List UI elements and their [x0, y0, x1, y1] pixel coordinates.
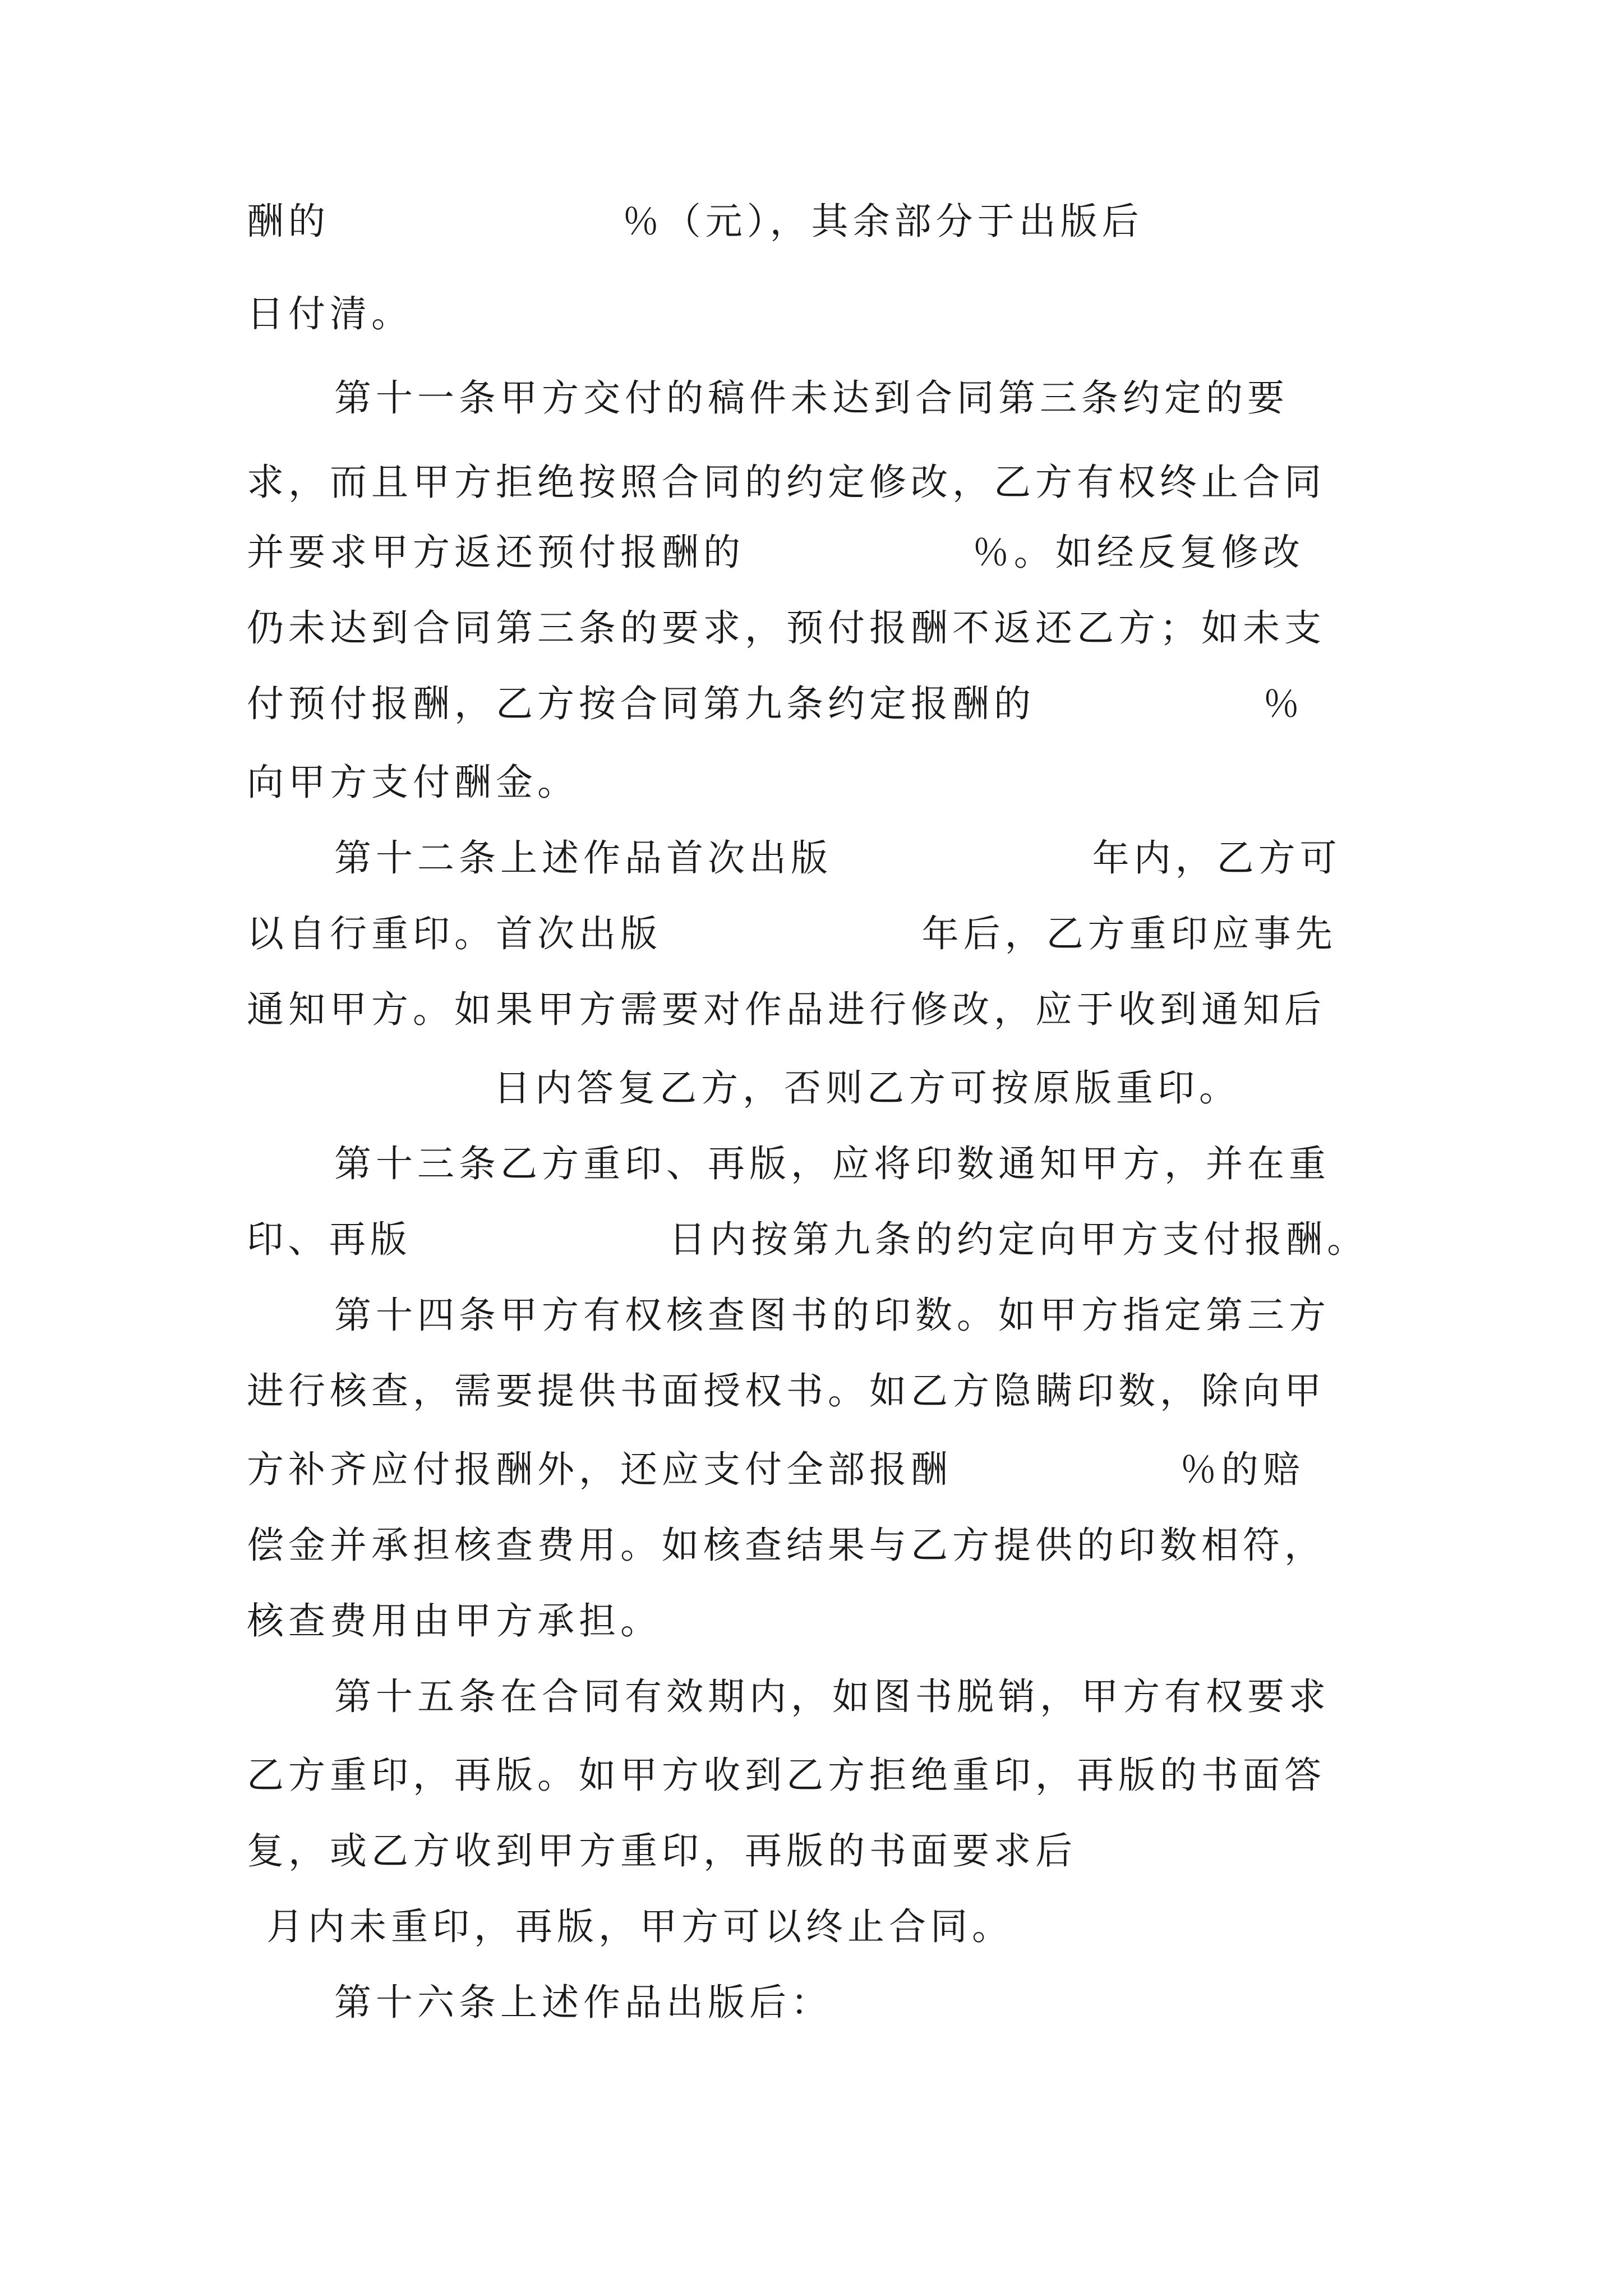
text-line: 第十二条上述作品首次出版 年内，乙方可 [334, 836, 1341, 880]
text-line: 乙方重印，再版。如甲方收到乙方拒绝重印，再版的书面答 [247, 1754, 1326, 1797]
text-line: 方补齐应付报酬外，还应支付全部报酬 ％的赔 [247, 1448, 1304, 1491]
text-line: 并要求甲方返还预付报酬的 ％。如经反复修改 [247, 531, 1304, 574]
text-line: 以自行重印。首次出版 年后，乙方重印应事先 [247, 912, 1337, 955]
text-line: 求，而且甲方拒绝按照合同的约定修改，乙方有权终止合同 [247, 461, 1326, 504]
text-line: 仍未达到合同第三条的要求，预付报酬不返还乙方；如未支 [247, 606, 1326, 650]
text-line: 第十四条甲方有权核查图书的印数。如甲方指定第三方 [334, 1294, 1330, 1337]
text-line: 月内未重印，再版，甲方可以终止合同。 [266, 1905, 1013, 1948]
text-line: 付预付报酬，乙方按合同第九条约定报酬的 ％ [247, 682, 1304, 725]
text-line: 第十三条乙方重印、再版，应将印数通知甲方，并在重 [334, 1142, 1330, 1185]
text-line: 向甲方支付酬金。 [247, 761, 579, 804]
text-line: 第十六条上述作品出版后： [334, 1981, 832, 2024]
text-line: 第十五条在合同有效期内，如图书脱销，甲方有权要求 [334, 1675, 1330, 1718]
text-line: 日内答复乙方，否则乙方可按原版重印。 [494, 1066, 1241, 1110]
text-line: 偿金并承担核查费用。如核查结果与乙方提供的印数相符， [247, 1524, 1326, 1567]
text-line: 复，或乙方收到甲方重印，再版的书面要求后 [247, 1829, 1077, 1872]
text-line: 进行核查，需要提供书面授权书。如乙方隐瞒印数，除向甲 [247, 1369, 1326, 1412]
text-line: 通知甲方。如果甲方需要对作品进行修改，应于收到通知后 [247, 988, 1326, 1031]
text-line: 核查费用由甲方承担。 [247, 1599, 662, 1642]
text-line: 印、再版 日内按第九条的约定向甲方支付报酬。 [247, 1218, 1368, 1261]
text-line: 酬的 ％（元），其余部分于出版后 [247, 200, 1144, 243]
text-line: 日付清。 [247, 292, 413, 335]
text-line: 第十一条甲方交付的稿件未达到合同第三条约定的要 [334, 376, 1289, 420]
